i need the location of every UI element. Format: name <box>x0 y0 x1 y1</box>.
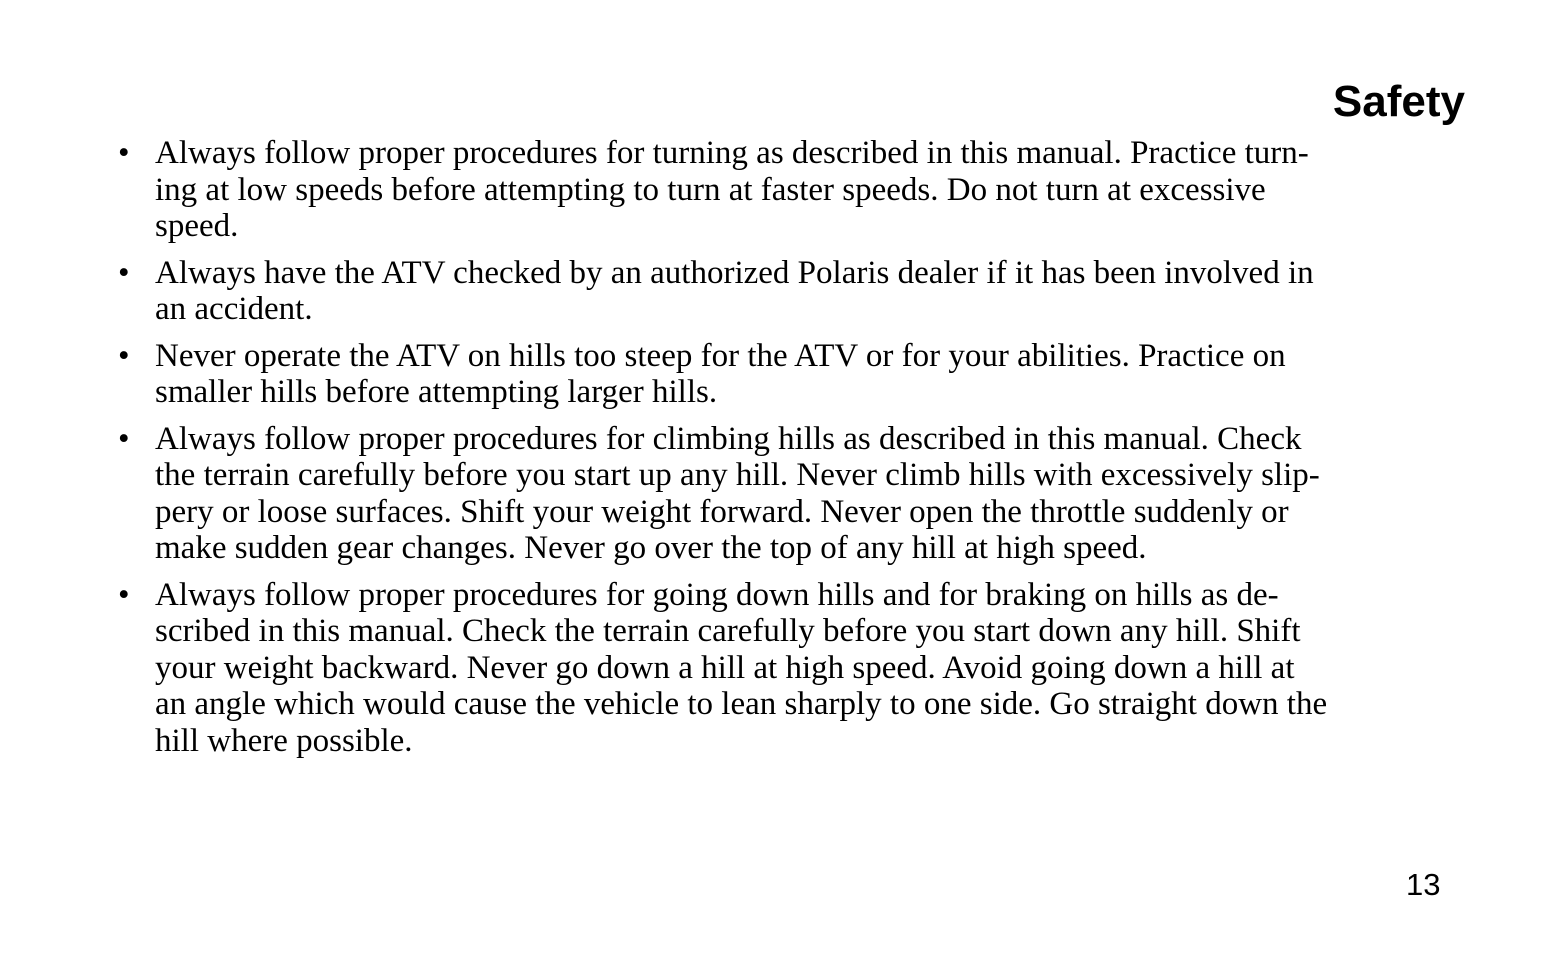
bullet-item <box>118 421 1470 567</box>
bullet-icon: • <box>118 576 130 613</box>
bullet-line: hill where possible. <box>155 722 413 759</box>
bullet-icon: • <box>118 420 130 457</box>
bullet-line: your weight backward. Never go down a hill at high speed. Avoid going down a hill at <box>155 649 1295 686</box>
bullet-item <box>118 135 1470 245</box>
bullet-line: Always have the ATV checked by an authorized Polaris dealer if it has been involved in <box>155 254 1314 291</box>
safety-bullet-list <box>118 135 1470 769</box>
bullet-line: an accident. <box>155 291 313 327</box>
bullet-line: Never operate the ATV on hills too steep for the ATV or for your abilities. Practice on <box>155 337 1286 374</box>
bullet-line: an angle which would cause the vehicle to lean sharply to one side. Go straight down the <box>155 686 1328 722</box>
bullet-line: smaller hills before attempting larger hills. <box>155 374 718 410</box>
bullet-line: scribed in this manual. Check the terrain carefully before you start down any hill. Shift <box>155 613 1301 649</box>
section-title: Safety <box>1332 77 1465 126</box>
bullet-line: Always follow proper procedures for going down hills and for braking on hills as de- <box>155 576 1279 613</box>
bullet-line: ing at low speeds before attempting to turn at faster speeds. Do not turn at excessive <box>155 171 1266 208</box>
bullet-item <box>118 255 1470 328</box>
bullet-line: speed. <box>155 208 239 244</box>
bullet-item <box>118 577 1470 760</box>
bullet-line: Always follow proper procedures for climbing hills as described in this manual. Check <box>155 420 1302 457</box>
bullet-icon: • <box>118 135 130 171</box>
bullet-line: the terrain carefully before you start up any hill. Never climb hills with excessively slip- <box>155 457 1320 493</box>
page-number: 13 <box>1406 867 1441 902</box>
bullet-line: make sudden gear changes. Never go over the top of any hill at high speed. <box>155 530 1147 566</box>
bullet-icon: • <box>118 337 130 374</box>
bullet-line: Always follow proper procedures for turning as described in this manual. Practice turn- <box>155 135 1309 171</box>
bullet-icon: • <box>118 254 130 291</box>
bullet-line: pery or loose surfaces. Shift your weight forward. Never open the throttle suddenly or <box>155 493 1289 530</box>
bullet-item <box>118 338 1470 411</box>
